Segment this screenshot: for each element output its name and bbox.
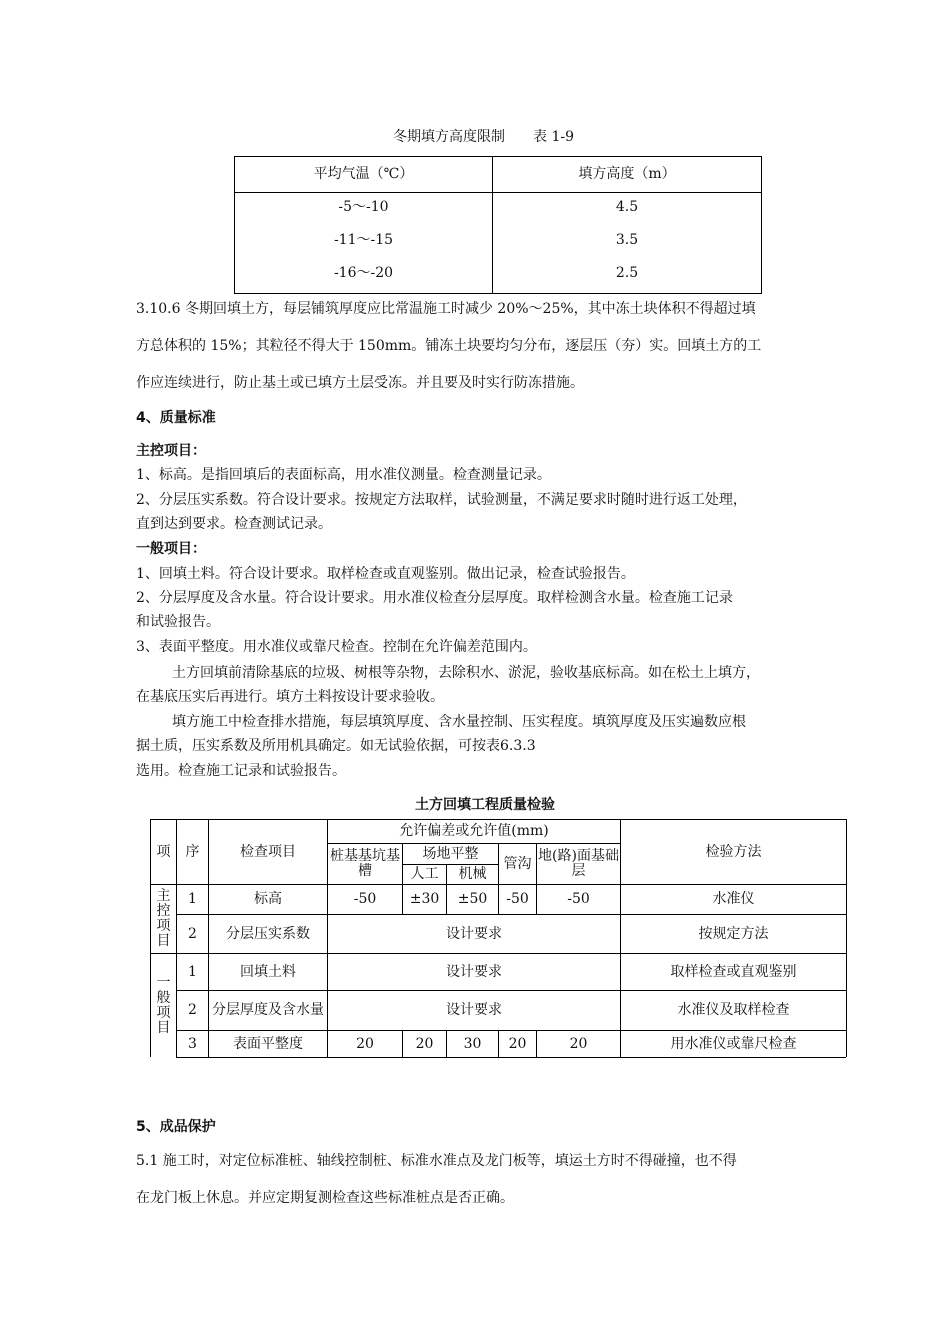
paragraph-base-cleaning: 在基底压实后再进行。填方土料按设计要求验收。	[136, 689, 444, 705]
table2-cell-merged: 设计要求	[446, 1002, 502, 1018]
table2-cell-method: 用水准仪或靠尺检查	[670, 1035, 797, 1052]
table2-cell-item: 分层厚度及含水量	[212, 1002, 324, 1018]
general-item-2: 2、分层厚度及含水量。符合设计要求。用水准仪检查分层厚度。取样检测含水量。检查施工记录	[136, 590, 733, 606]
table2-cell-road: 20	[569, 1035, 588, 1052]
table2-header-machine: 机械	[458, 866, 487, 882]
paragraph-fill-inspection: 选用。检查施工记录和试验报告。	[136, 763, 346, 779]
table2-header-check: 检查项目	[240, 843, 296, 860]
table2-title: 土方回填工程质量检验	[415, 797, 555, 813]
table1-cell-temp: -11～-15	[333, 231, 394, 248]
table2-cell-manual: 20	[415, 1035, 434, 1052]
table2-cell-manual: ±30	[409, 891, 440, 907]
table2-group-general: 一般项目	[156, 974, 171, 1036]
general-item-3: 3、表面平整度。用水准仪或靠尺检查。控制在允许偏差范围内。	[136, 639, 537, 655]
table2-cell-method: 按规定方法	[698, 925, 769, 942]
table2-cell-method: 水准仪	[712, 891, 755, 907]
table2-cell-pile: 20	[356, 1035, 374, 1052]
table2-header-tolerance: 允许偏差或允许值(mm)	[399, 823, 549, 839]
table2-cell-seq: 1	[188, 891, 197, 907]
table2-cell-road: -50	[567, 891, 590, 907]
paragraph-base-cleaning: 土方回填前清除基底的垃圾、树根等杂物，去除积水、淤泥，验收基底标高。如在松土上填方，	[172, 665, 760, 681]
table1-cell-temp: -5～-10	[338, 198, 389, 215]
table1-cell-height: 2.5	[615, 264, 639, 281]
table2-cell-item: 分层压实系数	[226, 925, 310, 942]
table2-cell-ditch: 20	[508, 1035, 527, 1052]
table1-cell-temp: -16～-20	[333, 264, 394, 281]
table2-header-manual: 人工	[410, 866, 439, 882]
paragraph-3-10-6: 3.10.6 冬期回填土方，每层铺筑厚度应比常温施工时减少 20%～25%，其中冻土块体积不得超过填	[136, 301, 756, 317]
table2-header-seq: 序	[185, 843, 200, 860]
table1-cell-height: 3.5	[615, 231, 639, 248]
table1-cell-height: 4.5	[615, 198, 639, 215]
table2-cell-machine: 30	[463, 1035, 482, 1052]
table2-cell-seq: 3	[188, 1035, 197, 1052]
general-item-1: 1、回填土料。符合设计要求。取样检查或直观鉴别。做出记录，检查试验报告。	[136, 566, 635, 582]
main-items-heading: 主控项目：	[136, 443, 206, 459]
table2-header-method: 检验方法	[705, 843, 762, 860]
table2-cell-item: 表面平整度	[233, 1035, 303, 1052]
table2-header-ditch: 管沟	[503, 855, 532, 872]
paragraph-fill-inspection: 据土质，压实系数及所用机具确定。如无试验依据，可按表6.3.3	[136, 738, 536, 754]
table2-cell-seq: 2	[188, 1002, 197, 1018]
general-item-2: 和试验报告。	[136, 614, 220, 630]
table2-cell-merged: 设计要求	[446, 963, 502, 980]
table2-header-road: 地(路)面基础层	[538, 848, 619, 879]
table1-header-temp: 平均气温（℃）	[313, 166, 414, 182]
paragraph-3-10-6: 方总体积的 15%；其粒径不得大于 150mm。铺冻土块要均匀分布，逐层压（夯）实。回填土方的工	[136, 338, 762, 354]
table2-cell-pile: -50	[353, 891, 377, 907]
table2-group-main: 主控项目	[156, 888, 171, 949]
paragraph-5-1: 5.1 施工时，对定位标准桩、轴线控制桩、标准水准点及龙门板等，填运土方时不得碰撞，也不得	[136, 1153, 737, 1169]
paragraph-5-1: 在龙门板上休息。并应定期复测检查这些标准桩点是否正确。	[136, 1190, 514, 1206]
main-item-1: 1、标高。是指回填后的表面标高，用水准仪测量。检查测量记录。	[136, 467, 551, 483]
table2-header-item: 项	[156, 843, 171, 860]
table1-header-height: 填方高度（m）	[578, 166, 676, 182]
main-item-2: 直到达到要求。检查测试记录。	[136, 516, 332, 532]
table2-cell-merged: 设计要求	[446, 925, 502, 942]
table2-cell-method: 水准仪及取样检查	[677, 1002, 790, 1018]
section-heading-protection: 5、成品保护	[136, 1119, 216, 1135]
main-item-2: 2、分层压实系数。符合设计要求。按规定方法取样，试验测量，不满足要求时随时进行返工处理，	[136, 492, 747, 508]
table2-cell-ditch: -50	[506, 891, 529, 907]
paragraph-fill-inspection: 填方施工中检查排水措施，每层填筑厚度、含水量控制、压实程度。填筑厚度及压实遍数应根	[172, 714, 746, 730]
table2-cell-method: 取样检查或直观鉴别	[670, 963, 797, 980]
general-items-heading: 一般项目：	[136, 541, 206, 557]
table2-cell-machine: ±50	[457, 891, 488, 907]
table2-header-site: 场地平整	[422, 845, 479, 862]
table1-caption: 冬期填方高度限制 表 1-9	[393, 129, 574, 145]
paragraph-3-10-6: 作应连续进行，防止基土或已填方土层受冻。并且要及时实行防冻措施。	[136, 375, 584, 391]
table2-cell-seq: 1	[188, 963, 197, 980]
table2-cell-seq: 2	[188, 925, 197, 942]
table2-header-pile: 桩基基坑基槽	[330, 848, 400, 879]
table2-cell-item: 标高	[254, 891, 282, 907]
table2-cell-item: 回填土料	[240, 963, 296, 980]
section-heading-quality: 4、质量标准	[136, 410, 216, 426]
